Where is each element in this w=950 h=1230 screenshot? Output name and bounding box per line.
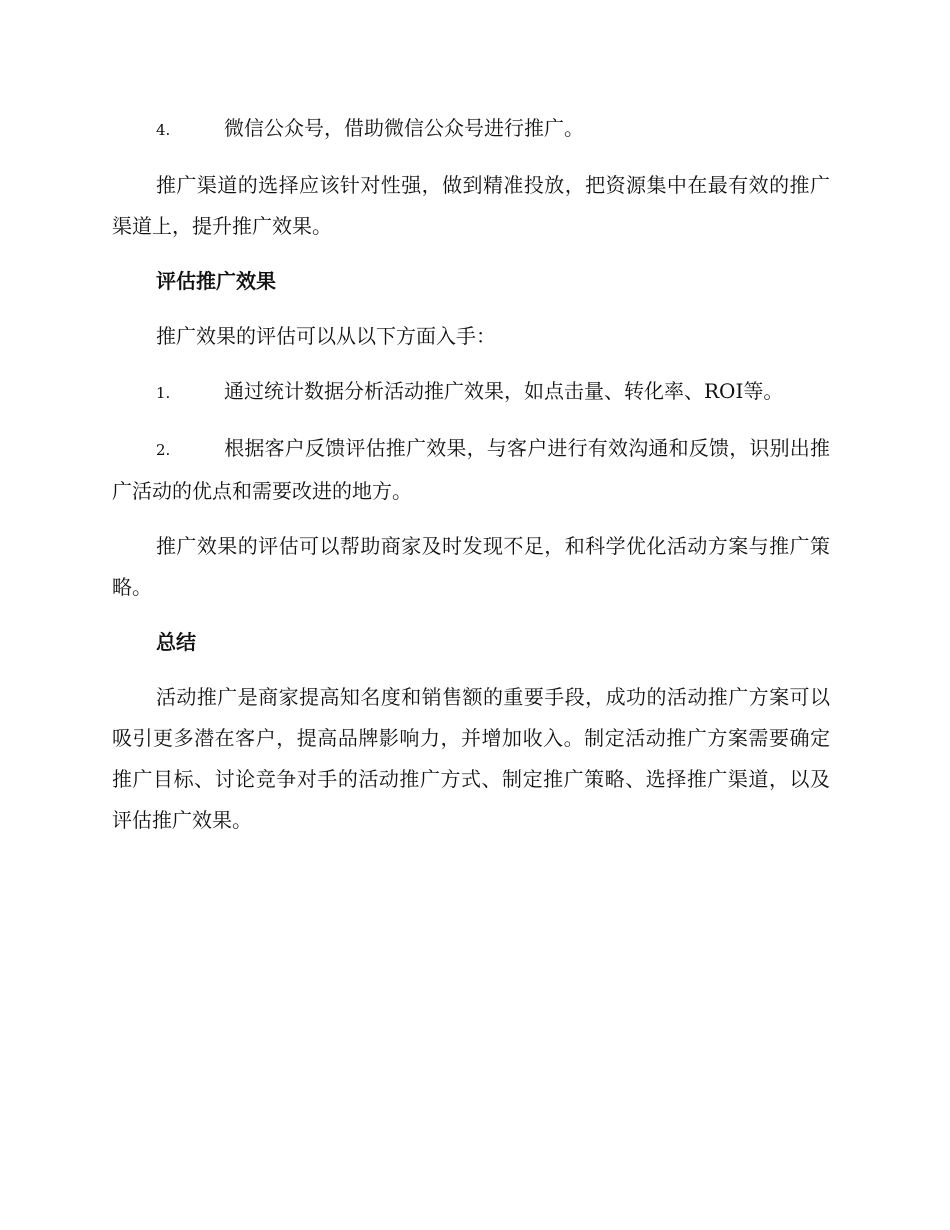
list-number: 4. — [156, 121, 171, 139]
section-heading-summary: 总结 — [156, 630, 196, 654]
section-heading-evaluate: 评估推广效果 — [156, 269, 276, 293]
paragraph-evaluate-benefit: 推广效果的评估可以帮助商家及时发现不足，和科学优化活动方案与推广策略。 — [112, 534, 830, 599]
paragraph-channel-selection: 推广渠道的选择应该针对性强，做到精准投放，把资源集中在最有效的推广渠道上，提升推广效果。 — [112, 173, 830, 238]
list-item-text: 通过统计数据分析活动推广效果，如点击量、转化率、ROI等。 — [224, 379, 784, 403]
list-item-feedback — [112, 428, 830, 512]
document-body — [112, 108, 830, 855]
paragraph-evaluate-intro: 推广效果的评估可以从以下方面入手： — [156, 324, 496, 348]
list-item-text: 根据客户反馈评估推广效果，与客户进行有效沟通和反馈，识别出推广活动的优点和需要改进的地方。 — [112, 436, 830, 503]
list-item-text: 微信公众号，借助微信公众号进行推广。 — [224, 116, 584, 140]
paragraph-summary: 活动推广是商家提高知名度和销售额的重要手段，成功的活动推广方案可以吸引更多潜在客户，提高品牌影响力，并增加收入。制定活动推广方案需要确定推广目标、讨论竞争对手的活动推广方式、制定推广策略、选择推广渠道，以及评估推广效果。 — [112, 685, 830, 832]
list-item-statistics — [112, 371, 830, 414]
list-number: 2. — [156, 441, 171, 459]
list-item-wechat — [112, 108, 830, 151]
list-number: 1. — [156, 384, 171, 402]
